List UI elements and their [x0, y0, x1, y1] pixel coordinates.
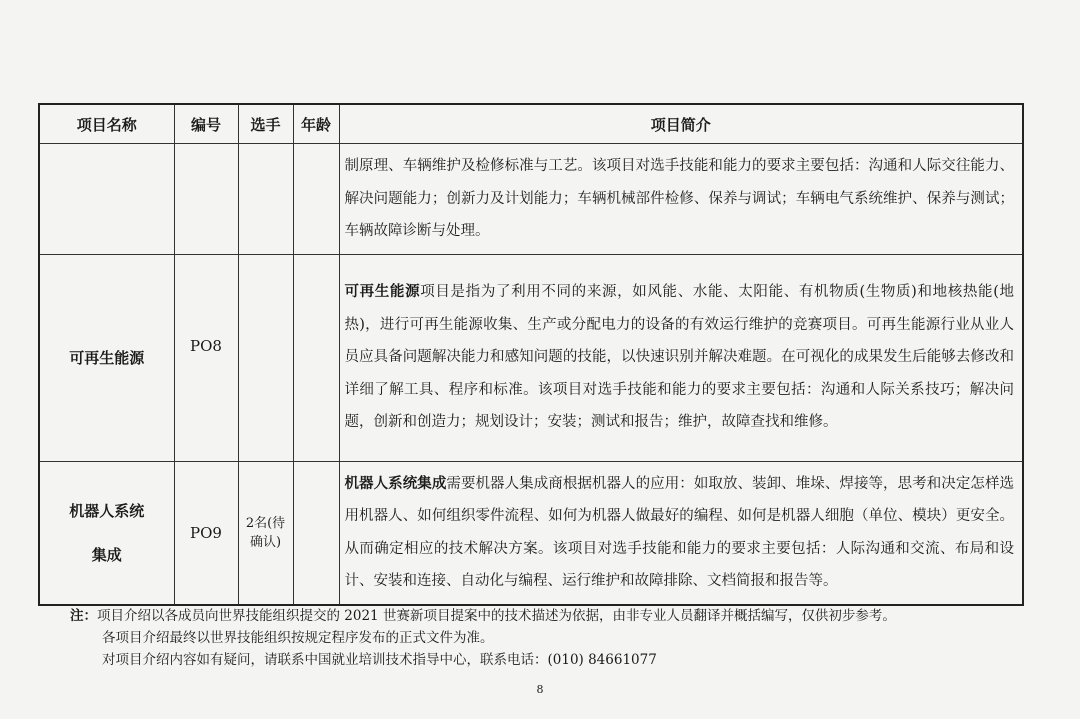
description-text: 项目是指为了利用不同的来源，如风能、水能、太阳能、有机物质(生物质)和地核热能(地热)，进行可再生能源收集、生产或分配电力的设备的有效运行维护的竞赛项目。可再生能源行业从业人员应具备问题解决能力和感知问题的技能，以快速识别并解决难题。在可视化的成果发生后能够去修改和详细了解工具、程序和标准。该项目对选手技能和能力的要求主要包括：沟通和人际关系技巧；解决问题，创新和创造力；规划设计；安装；测试和报告；维护，故障查找和维修。: [344, 284, 1015, 431]
table-header-row: [39, 104, 1023, 144]
description-highlight: 机器人系统集成: [344, 474, 447, 492]
note-text-2: 各项目介绍最终以世界技能组织按规定程序发布的正式文件为准。: [102, 630, 494, 646]
project-name-cell: [39, 144, 174, 255]
project-name-line2: 集成: [91, 545, 122, 564]
header-code: 编号: [174, 104, 238, 144]
project-code: PO8: [190, 336, 222, 355]
project-code-cell: [174, 254, 238, 461]
project-description: [339, 144, 1023, 255]
age-cell: [293, 144, 339, 255]
header-age: 年龄: [293, 104, 339, 144]
description-text: 需要机器人集成商根据机器人的应用：如取放、装卸、堆垛、焊接等，思考和决定怎样选用机器人、如何组织零件流程、如何为机器人做最好的编程、如何是机器人细胞（单位、模块）更安全。从而确定相应的技术解决方案。该项目对选手技能和能力的要求主要包括：人际沟通和交流、布局和设计、安装和连接、自动化与编程、运行维护和故障排除、文档简报和报告等。: [344, 475, 1014, 589]
project-description: [339, 254, 1023, 461]
table-row: [39, 144, 1023, 255]
competitors-cell: [238, 144, 293, 255]
competitors-line2: 确认): [249, 534, 282, 550]
project-name-cell: [39, 461, 174, 605]
project-code-cell: PO9: [174, 461, 238, 605]
header-competitors: 选手: [238, 104, 293, 144]
footnotes: [70, 605, 896, 671]
competitors-line1: 2名(待: [245, 515, 286, 531]
project-name-line1: 机器人系统: [69, 501, 145, 520]
table-row: [39, 254, 1023, 461]
note-line: [70, 605, 896, 627]
description-highlight: 可再生能源: [344, 283, 421, 301]
header-project-name: 项目名称: [39, 104, 174, 144]
note-label: 注：: [70, 608, 97, 624]
note-text-3: 对项目介绍内容如有疑问，请联系中国就业培训技术指导中心，联系电话：(010) 84661077: [102, 652, 657, 668]
page-number: 8: [536, 683, 544, 696]
note-text-1: 项目介绍以各成员向世界技能组织提交的 2021 世赛新项目提案中的技术描述为依据，由非专业人员翻译并概括编写，仅供初步参考。: [97, 608, 896, 624]
age-cell: [293, 461, 339, 605]
note-line: [70, 627, 896, 649]
competitors-cell: [238, 254, 293, 461]
table-row: [39, 461, 1023, 605]
description-text: 制原理、车辆维护及检修标准与工艺。该项目对选手技能和能力的要求主要包括：沟通和人际交往能力、解决问题能力；创新力及计划能力；车辆机械部件检修、保养与调试；车辆电气系统维护、保养与测试；车辆故障诊断与处理。: [344, 158, 1014, 239]
project-description: [339, 461, 1023, 605]
age-cell: [293, 254, 339, 461]
header-description: 项目简介: [339, 104, 1023, 144]
project-table: [38, 103, 1024, 606]
project-name-cell: 可再生能源: [39, 254, 174, 461]
competitors-cell: [238, 461, 293, 605]
project-code-cell: [174, 144, 238, 255]
note-line: [70, 649, 896, 671]
